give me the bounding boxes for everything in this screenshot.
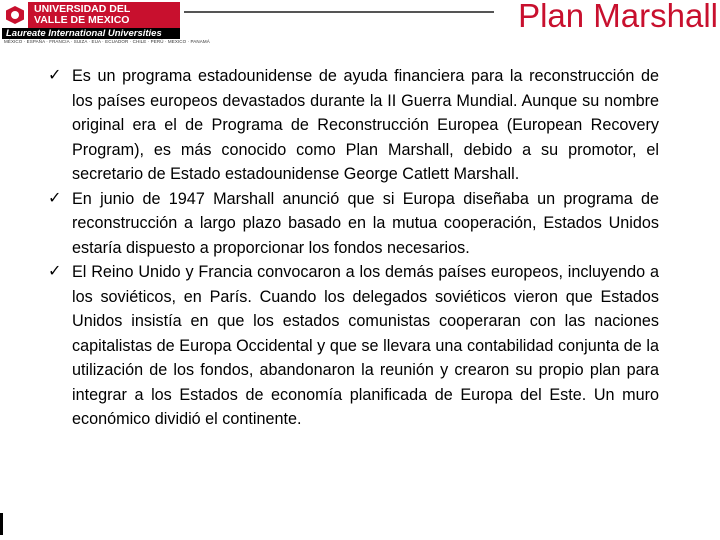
bullet-item: [46, 260, 659, 432]
logo-university-name: [28, 4, 130, 26]
checkmark-icon: ✓: [48, 189, 62, 207]
bullet-text: Es un programa estadounidense de ayuda financiera para la reconstrucción de los países europeos devastados durante la II Guerra Mundial. Aunque su nombre original era el de Programa de Reconstrucción Europea (European Recovery Program), es más conocido como Plan Marshall, debido a su promotor, el secretario de Estado estadounidense George Catlett Marshall.: [72, 67, 659, 183]
university-seal-icon: [2, 2, 28, 28]
slide-content: [46, 64, 659, 432]
checkmark-icon: ✓: [48, 67, 62, 84]
header-divider: [184, 11, 494, 13]
university-logo: [2, 2, 210, 46]
logo-name-line2: VALLE DE MEXICO: [34, 14, 130, 26]
checkmark-icon: ✓: [48, 263, 62, 280]
left-edge-bar: [0, 513, 3, 535]
logo-network: Laureate International Universities: [2, 28, 180, 39]
slide-title: Plan Marshall: [518, 0, 718, 34]
logo-name-line1: UNIVERSIDAD DEL: [34, 3, 131, 15]
logo-campuses: MÉXICO · ESPAÑA · FRANCIA · SUIZA · EUA · ECUADOR · CHILE · PERÚ · MEXICO · PANAMÁ: [4, 39, 210, 44]
bullet-item: [46, 64, 659, 187]
bullet-list: [46, 64, 659, 432]
bullet-item: [46, 187, 659, 261]
bullet-text: En junio de 1947 Marshall anunció que si Europa diseñaba un programa de reconstrucción a largo plazo basado en la mutua cooperación, Estados Unidos estaría dispuesto a proporcionar los fondos necesarios.: [72, 189, 659, 257]
logo-banner: [2, 2, 180, 28]
bullet-text: El Reino Unido y Francia convocaron a los demás países europeos, incluyendo a los soviéticos, en París. Cuando los delegados soviéticos vieron que Estados Unidos insistía en que los estados comunistas cooperaran con las naciones capitalistas de Europa Occidental y que se llevara una contabilidad conjunta de la utilización de los fondos, abandonaron la reunión y crearon su propio plan para integrar a los Estados de economía planificada de Europa del Este. Un muro económico dividió el continente.: [72, 263, 659, 428]
